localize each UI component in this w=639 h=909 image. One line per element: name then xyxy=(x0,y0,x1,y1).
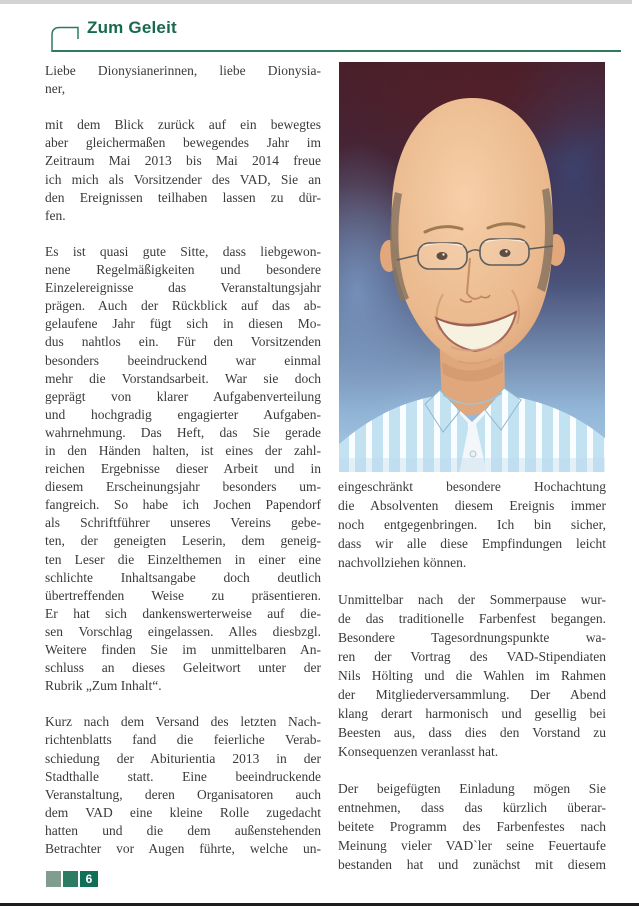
portrait-photo-illustration xyxy=(339,62,605,472)
text-line: ner, xyxy=(45,81,66,97)
text-line: prägen. Auch der Rückblick auf das ab- xyxy=(45,298,321,314)
text-line: Kurz nach dem Versand des letzten Nach- xyxy=(45,714,321,730)
text-line: noch entgegenbringen. Ich bin sicher, xyxy=(338,516,606,532)
text-line: ten, der geneigten Leserin, dem geneig- xyxy=(45,533,321,549)
header-rule xyxy=(52,50,621,52)
text-line: als Schriftführer unseres Vereins gebe- xyxy=(45,515,321,531)
text-line: Meinung vieler VAD`ler seine Feuertaufe xyxy=(338,838,606,854)
scan-top-edge xyxy=(0,0,632,4)
text-line: Zeitraum Mai 2013 bis Mai 2014 freue xyxy=(45,153,321,169)
text-line: dem VAD eine kleine Rolle zugedacht xyxy=(45,804,321,820)
text-line: mit dem Blick zurück auf ein bewegtes xyxy=(45,117,321,133)
text-line: Rubrik „Zum Inhalt“. xyxy=(45,678,162,694)
text-line: schiedung der Abiturientia 2013 in der xyxy=(45,750,321,766)
left-column xyxy=(45,62,321,858)
text-line: Einzelereignisse das Veranstaltungsjahr xyxy=(45,280,321,296)
text-line: ren der Vortrag des VAD-Stipendiaten xyxy=(338,649,606,665)
text-line: gelaufene Jahr fügt sich in diesen Mo- xyxy=(45,316,321,332)
right-column xyxy=(338,478,606,875)
text-line: ich mich als Vorsitzender des VAD, Sie an xyxy=(45,171,321,187)
text-line: Veranstaltung, deren Organisatoren auch xyxy=(45,786,321,802)
text-line: diesem Erscheinungsjahr besonders um- xyxy=(45,479,321,495)
text-line: klang derart harmonisch und gesellig bei xyxy=(338,705,606,721)
text-line: Stadthalle statt. Eine beeindruckende xyxy=(45,768,321,784)
paragraph xyxy=(45,243,321,695)
footer-square-1 xyxy=(46,871,61,887)
portrait-photo xyxy=(339,62,605,472)
text-line: schluss an dieses Geleitwort unter der xyxy=(45,660,321,676)
text-line: Konsequenzen veranlasst hat. xyxy=(338,743,499,759)
text-line: Unmittelbar nach der Sommerpause wur- xyxy=(338,592,606,608)
text-line: fen. xyxy=(45,207,66,223)
paragraph xyxy=(338,591,606,761)
text-line: besonders beeindruckend war einmal xyxy=(45,352,321,368)
text-line: in den Händen halten, ist eines der zahl- xyxy=(45,442,321,458)
paragraph xyxy=(45,713,321,858)
text-line: de das traditionelle Farbenfest begangen. xyxy=(338,611,606,627)
text-line: der Mitgliederversammlung. Der Abend xyxy=(338,686,606,702)
text-line: Der beigefügten Einladung mögen Sie xyxy=(338,781,606,797)
text-line: hatten und die dem außenstehenden xyxy=(45,822,321,838)
text-line: richtenblatts fand die feierliche Verab- xyxy=(45,732,321,748)
text-line: entnehmen, dass das kürzlich überar- xyxy=(338,800,606,816)
text-line: nachvollziehen können. xyxy=(338,554,467,570)
text-line: aber gleichermaßen bewegendes Jahr im xyxy=(45,135,321,151)
text-line: beitete Programm des Farbenfestes nach xyxy=(338,819,606,835)
page-title: Zum Geleit xyxy=(87,18,177,37)
text-line: bestanden hat und zunächst mit diesem xyxy=(338,857,606,873)
text-line: eingeschränkt besondere Hochachtung xyxy=(338,479,606,494)
text-line: Nils Hölting und die Wahlen im Rahmen xyxy=(338,668,606,684)
text-line: Besondere Tagesordnungspunkte wa- xyxy=(338,630,606,646)
text-line: dass wir alle diese Empfindungen leicht xyxy=(338,535,606,551)
text-line: Es ist quasi gute Sitte, dass liebgewon- xyxy=(45,243,321,259)
page-number: 6 xyxy=(85,872,93,886)
text-line: Betrachter vor Augen führte, welche un- xyxy=(45,841,321,857)
text-line: den Ereignissen teilhaben lassen zu dür- xyxy=(45,189,321,205)
text-line: Liebe Dionysianerinnen, liebe Dionysia- xyxy=(45,63,321,78)
scan-bottom-edge xyxy=(0,903,639,906)
text-line: fangreich. So habe ich Jochen Papendorf xyxy=(45,497,321,513)
paragraph xyxy=(45,62,321,98)
text-line: Er hat sich dankenswerterweise auf die- xyxy=(45,605,321,621)
text-line: Beesten aus, dass dies den Vorstand zu xyxy=(338,724,606,740)
text-line: dus nahtlos ein. Für den Vorsitzenden xyxy=(45,334,321,350)
text-line: mehr die Vorstandsarbeit. War sie doch xyxy=(45,370,321,386)
text-line: nene Regelmäßigkeiten und besondere xyxy=(45,262,321,278)
text-line: und hochgradig engagierter Aufgaben- xyxy=(45,406,321,422)
text-line: reichen Ergebnisse dieser Arbeit und in xyxy=(45,461,321,477)
text-line: schlichte Inhaltsangabe doch deutlich xyxy=(45,569,321,585)
text-line: sen Vorschlag eingelassen. Alles diesbzgl. xyxy=(45,623,321,639)
text-line: ten Leser die Einzelthemen in einer eine xyxy=(45,551,321,567)
text-line: geprägt von klarer Aufgabenverteilung xyxy=(45,388,321,404)
footer-square-2 xyxy=(63,871,78,887)
text-line: die Absolventen diesem Ereignis immer xyxy=(338,497,606,513)
page-number-box xyxy=(80,871,98,887)
paragraph xyxy=(338,780,606,875)
text-line: wahrnehmung. Das Heft, das Sie gerade xyxy=(45,424,321,440)
text-line: übertreffenden Weise zu präsentieren. xyxy=(45,587,321,603)
paragraph xyxy=(45,116,321,225)
text-line: Weitere finden Sie im unmittelbaren An- xyxy=(45,642,321,657)
paragraph xyxy=(338,478,606,573)
